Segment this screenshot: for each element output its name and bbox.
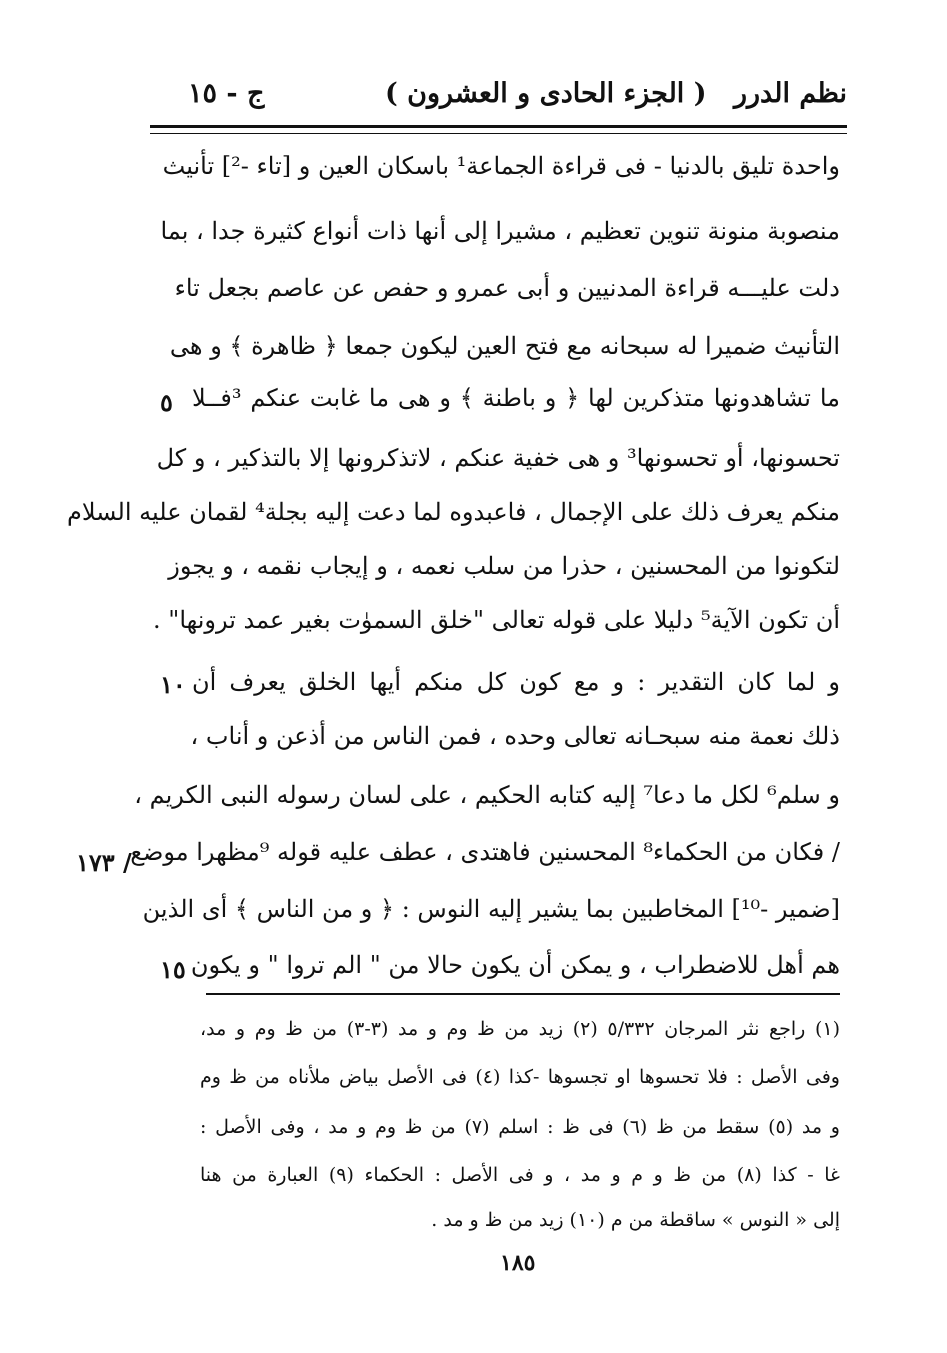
body-line: / فكان من الحكماء⁸ المحسنين فاهتدى ، عطف عليه قوله ⁹مظهرا موضع <box>130 838 840 866</box>
line-number-15: ١٥ <box>160 955 186 984</box>
manuscript-folio-reference: / ١٧٣ <box>76 848 132 877</box>
header-rule-thin <box>150 133 847 134</box>
page-number: ١٨٥ <box>500 1250 536 1276</box>
header-rule <box>150 125 847 128</box>
footnote-rule <box>206 993 840 995</box>
body-line: منكم يعرف ذلك على الإجمال ، فاعبدوه لما دعت إليه بجلة⁴ لقمان عليه السلام <box>66 498 840 526</box>
footnote-line: و مد (٥) سقط من ظ (٦) فى ظ : اسلم (٧) من ظ وم و مد ، وفى الأصل : <box>200 1116 840 1138</box>
footnote-line: وفى الأصل : فلا تحسوها او تجسوها -كذا (٤) فى الأصل بياض ملأناه من ظ وم <box>200 1066 840 1088</box>
part-title: ( الجزء الحادى و العشرون ) <box>385 78 707 109</box>
volume-label: ج - ١٥ <box>188 78 265 109</box>
body-line: التأنيث ضميرا له سبحانه مع فتح العين ليكون جمعا ﴿ ظاهرة ﴾ و هى <box>169 332 840 360</box>
body-line: [ضمير -¹⁰] المخاطبين بما يشير إليه النوس : ﴿ و من الناس ﴾ أى الذين <box>142 895 840 923</box>
body-line: لتكونوا من المحسنين ، حذرا من سلب نعمه ، و إيجاب نقمه ، و يجوز <box>168 552 840 580</box>
body-line: ما تشاهدونها متذكرين لها ﴿ و باطنة ﴾ و هى ما غابت عنكم ³فــلا <box>192 384 840 412</box>
body-line: تحسونها، أو تحسونها³ و هى خفية عنكم ، لاتذكرونها إلا بالتذكير ، و كل <box>156 444 840 472</box>
line-number-10: ١٠ <box>160 670 186 699</box>
body-line: دلت عليـــه قراءة المدنيين و أبى عمرو و حفص عن عاصم بجعل تاء <box>174 274 840 302</box>
footnote-line: غا - كذا (٨) من ظ و م و مد ، و فى الأصل : الحكماء (٩) العبارة من هنا <box>200 1164 840 1186</box>
footnote-line: (١) راجع نثر المرجان ٥/٣٣٢ (٢) زيد من ظ وم و مد (٣-٣) من ظ وم و مد، <box>200 1018 840 1040</box>
footnote-line: إلى « النوس » ساقطة من م (١٠) زيد من ظ و مد . <box>431 1209 840 1231</box>
body-line: هم أهل للاضطراب ، و يمكن أن يكون حالا من " الم تروا " و يكون <box>190 951 840 979</box>
body-line: منصوبة منونة تنوين تعظيم ، مشيرا إلى أنها ذات أنواع كثيرة جدا ، بما <box>160 217 840 245</box>
body-line: ذلك نعمة منه سبحـانه تعالى وحده ، فمن الناس من أذعن و أناب ، <box>190 722 840 750</box>
body-line: أن تكون الآية⁵ دليلا على قوله تعالى "خلق السموٰت بغير عمد ترونها" . <box>153 606 840 634</box>
line-number-5: ٥ <box>160 388 173 417</box>
body-line: و سلم⁶ لكل ما دعا⁷ إليه كتابه الحكيم ، على لسان رسوله النبى الكريم ، <box>134 781 840 809</box>
body-line: و لما كان التقدير : و مع كون كل منكم أيها الخلق يعرف أن <box>192 668 840 696</box>
book-title: نظم الدرر <box>733 78 847 109</box>
body-line: واحدة تليق بالدنيا - فى قراءة الجماعة¹ باسكان العين و [تاء -²] تأنيث <box>162 152 840 180</box>
